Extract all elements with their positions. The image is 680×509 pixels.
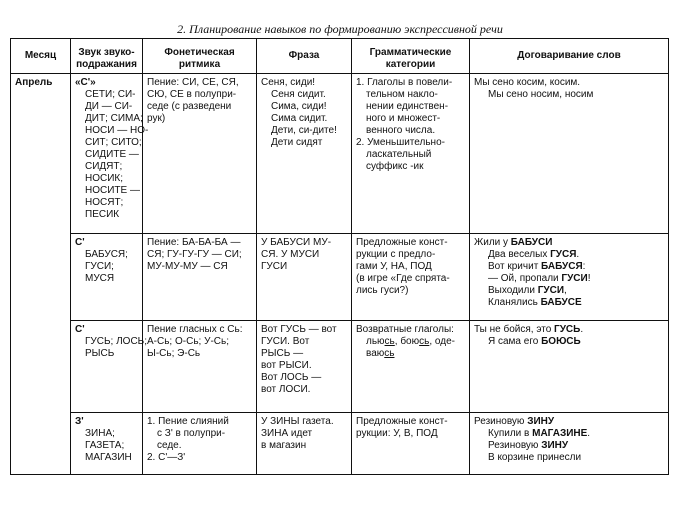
phrase-line: Дети сидят: [271, 137, 323, 148]
words-line: Резиновую ЗИНУ: [488, 440, 569, 451]
phrase-line: ГУСИ. Вот: [261, 336, 310, 347]
phrase-cell: [257, 413, 352, 475]
grammar-line: 2. Уменьшительно-: [356, 137, 445, 148]
grammar-line: ного и множест-: [366, 113, 441, 124]
phonetic-line: СЯ; ГУ-ГУ-ГУ — СИ;: [147, 249, 242, 260]
grammar-line: суффикс -ик: [366, 161, 424, 172]
phonetic-line: 2. С'—З': [147, 452, 186, 463]
phrase-cell: [257, 234, 352, 321]
sound-cell: [71, 321, 148, 413]
words-line: Два веселых ГУСЯ.: [488, 249, 580, 260]
header-row: [11, 39, 669, 74]
words-cell: [470, 321, 669, 413]
phrase-line: У БАБУСИ МУ-: [261, 237, 332, 248]
grammar-cell: [352, 413, 470, 475]
grammar-line: рукции с предло-: [356, 249, 436, 260]
words-cell: [470, 74, 669, 234]
sound-line: НОСЯТ;: [85, 197, 124, 208]
grammar-line: Предложные конст-: [356, 416, 448, 427]
sound-title: С': [75, 324, 85, 335]
grammar-cell: [352, 321, 470, 413]
sound-line: СЕТИ; СИ-: [85, 89, 136, 100]
sound-line: НОСИ — НО-: [85, 125, 149, 136]
phonetic-cell: [143, 234, 257, 321]
grammar-line: рукции: У, В, ПОД: [356, 428, 438, 439]
sound-line: СИДИТЕ —: [85, 149, 139, 160]
grammar-cell: [352, 74, 470, 234]
words-line: Ты не бойся, это ГУСЬ.: [474, 324, 584, 335]
grammar-line: ласкательный: [366, 149, 432, 160]
grammar-line: льюсь, боюсь, оде-: [366, 336, 455, 347]
phrase-line: Вот ЛОСЬ —: [261, 372, 322, 383]
phonetic-line: 1. Пение слияний: [147, 416, 229, 427]
sound-cell: [71, 413, 143, 475]
words-line: Купили в МАГАЗИНЕ.: [488, 428, 591, 439]
sound-line: НОСИТЕ —: [85, 185, 140, 196]
words-line: В корзине принесли: [488, 452, 582, 463]
phrase-line: в магазин: [261, 440, 307, 451]
words-line: Жили у БАБУСИ: [474, 237, 553, 248]
header-sound: Звук звуко-подражания: [71, 39, 143, 74]
grammar-line: Предложные конст-: [356, 237, 448, 248]
table-row: [11, 413, 669, 475]
table-caption: 2. Планирование навыков по формированию экспрессивной речи: [177, 22, 503, 36]
sound-line: БАБУСЯ;: [85, 249, 128, 260]
grammar-line: (в игре «Где спрята-: [356, 273, 450, 284]
header-words: Договаривание слов: [470, 39, 669, 74]
phonetic-line: Пение гласных с Сь:: [147, 324, 243, 335]
words-line: Кланялись БАБУСЕ: [488, 297, 582, 308]
table-row: [11, 74, 669, 234]
phonetic-cell: [143, 74, 257, 234]
phrase-line: Сеня, сиди!: [261, 77, 316, 88]
phrase-line: ГУСИ: [261, 261, 288, 272]
grammar-line: Возвратные глаголы:: [356, 324, 454, 335]
phrase-line: Сима, сиди!: [271, 101, 327, 112]
phonetic-line: рук): [147, 113, 166, 124]
sound-title: С': [75, 237, 85, 248]
phrase-line: Дети, си-дите!: [271, 125, 337, 136]
words-line: Мы сено носим, носим: [488, 89, 594, 100]
phonetic-line: Ы-Сь; Э-Сь: [147, 348, 201, 359]
phrase-line: Вот ГУСЬ — вот: [261, 324, 337, 335]
sound-line: СИТ; СИТО;: [85, 137, 142, 148]
phrase-line: Сима сидит.: [271, 113, 328, 124]
sound-line: СИДЯТ;: [85, 161, 123, 172]
words-cell: [470, 413, 669, 475]
phonetic-cell: [143, 413, 257, 475]
header-month: Месяц: [11, 39, 71, 74]
sound-line: МУСЯ: [85, 273, 115, 284]
phrase-line: У ЗИНЫ газета.: [261, 416, 334, 427]
sound-line: ГАЗЕТА;: [85, 440, 125, 451]
words-line: Резиновую ЗИНУ: [474, 416, 555, 427]
speech-planning-table: [10, 38, 669, 475]
sound-line: ДИТ; СИМА;: [85, 113, 143, 124]
sound-line: ПЕСИК: [85, 209, 120, 220]
table-row: [11, 234, 669, 321]
words-line: — Ой, пропали ГУСИ!: [488, 273, 591, 284]
sound-line: ДИ — СИ-: [85, 101, 133, 112]
grammar-line: лись гуси?): [356, 285, 409, 296]
sound-line: ГУСЬ; ЛОСЬ;: [85, 336, 148, 347]
month-cell: Апрель: [11, 74, 71, 475]
grammar-line: ваюсь: [366, 348, 395, 359]
grammar-line: 1. Глаголы в повели-: [356, 77, 453, 88]
phrase-line: СЯ. У МУСИ: [261, 249, 320, 260]
sound-line: РЫСЬ: [85, 348, 115, 359]
phrase-line: вот РЫСИ.: [261, 360, 312, 371]
sound-title: З': [75, 416, 84, 427]
phrase-line: вот ЛОСИ.: [261, 384, 311, 395]
sound-line: НОСИК;: [85, 173, 124, 184]
phrase-line: Сеня сидит.: [271, 89, 326, 100]
table-row: [11, 321, 669, 413]
words-cell: [470, 234, 669, 321]
words-line: Я сама его БОЮСЬ: [488, 336, 581, 347]
words-line: Мы сено косим, косим.: [474, 77, 581, 88]
phonetic-line: седе (с разведени: [147, 101, 232, 112]
phonetic-line: МУ-МУ-МУ — СЯ: [147, 261, 228, 272]
sound-cell: [71, 74, 149, 234]
header-phrase: Фраза: [257, 39, 352, 74]
grammar-line: гами У, НА, ПОД: [356, 261, 432, 272]
phonetic-line: СЮ, СЕ в полупри-: [147, 89, 237, 100]
grammar-cell: [352, 234, 470, 321]
phrase-line: ЗИНА идет: [261, 428, 313, 439]
sound-cell: [71, 234, 143, 321]
sound-line: МАГАЗИН: [85, 452, 132, 463]
phonetic-line: А-Сь; О-Сь; У-Сь;: [147, 336, 229, 347]
header-grammar: Грамматические категории: [352, 39, 470, 74]
sound-line: ЗИНА;: [85, 428, 115, 439]
phonetic-line: Пение: СИ, СЕ, СЯ,: [147, 77, 239, 88]
header-phonetic: Фонетическая ритмика: [143, 39, 257, 74]
sound-title: «С'»: [75, 77, 96, 88]
words-line: Выходили ГУСИ,: [488, 285, 567, 296]
grammar-line: венного числа.: [366, 125, 436, 136]
phonetic-line: с З' в полупри-: [157, 428, 226, 439]
grammar-line: тельном накло-: [366, 89, 438, 100]
phonetic-line: седе.: [157, 440, 182, 451]
phrase-cell: [257, 321, 352, 413]
phonetic-cell: [143, 321, 257, 413]
phonetic-line: Пение: БА-БА-БА —: [147, 237, 241, 248]
words-line: Вот кричит БАБУСЯ:: [488, 261, 586, 272]
grammar-line: нении единствен-: [366, 101, 449, 112]
phrase-cell: [257, 74, 352, 234]
phrase-line: РЫСЬ —: [261, 348, 304, 359]
sound-line: ГУСИ;: [85, 261, 114, 272]
